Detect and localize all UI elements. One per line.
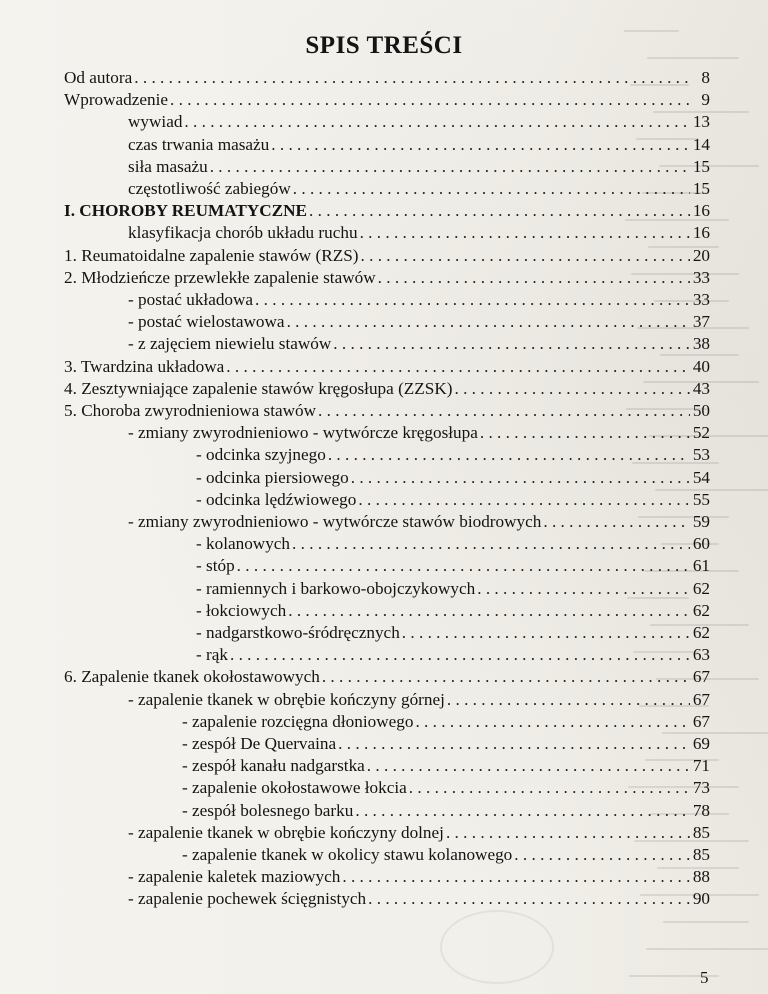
dot-leader (237, 555, 690, 577)
toc-entry (128, 156, 710, 178)
page-number: 5 (700, 968, 709, 987)
ghost-line (646, 948, 768, 950)
dot-leader (355, 800, 690, 822)
toc-entry-page: 15 (692, 179, 710, 198)
dot-leader (358, 489, 690, 511)
toc-entry-page: 60 (692, 534, 710, 554)
toc-entry (128, 866, 710, 888)
toc-entry-title: - ramiennych i barkowo-obojczykowych (196, 578, 476, 598)
toc-entry-page: 43 (692, 378, 710, 398)
toc-entry (182, 711, 710, 733)
toc-entry-title: 3. Twardzina układowa (64, 356, 225, 376)
dot-leader (402, 622, 690, 644)
toc-entry (128, 689, 710, 711)
dot-leader (322, 666, 690, 688)
toc-entry (196, 533, 710, 555)
toc-entry-title: klasyfikacja chorób układu ruchu (128, 223, 358, 243)
toc-entry-title: - postać wielostawowa (128, 312, 285, 332)
toc-entry (128, 422, 710, 444)
dot-leader (309, 200, 690, 222)
toc-entry (128, 311, 710, 333)
toc-entry-page: 37 (692, 312, 710, 332)
toc-entry (128, 111, 710, 133)
toc-entry-page: 90 (692, 889, 710, 909)
toc-entry-title: wywiad (128, 112, 183, 132)
dot-leader (271, 134, 690, 156)
toc-entry (128, 333, 710, 355)
dot-leader (378, 267, 690, 289)
toc-entry-title: - odcinka szyjnego (196, 445, 326, 465)
toc-entry (64, 89, 710, 111)
toc-entry (64, 67, 710, 89)
dot-leader (226, 356, 690, 378)
dot-leader (447, 689, 690, 711)
toc-entry-page: 63 (692, 645, 710, 665)
toc-entry-page: 61 (692, 556, 710, 576)
toc-entry-page: 33 (692, 267, 710, 287)
toc-entry-title: - zapalenie rozcięgna dłoniowego (182, 711, 414, 731)
toc-entry-title: - zespół De Quervaina (182, 734, 337, 753)
toc-entry (196, 444, 710, 466)
toc-entry-page: 15 (692, 156, 710, 176)
dot-leader (328, 444, 690, 466)
toc-entry-page: 62 (692, 578, 710, 598)
dot-leader (514, 844, 690, 866)
dot-leader (409, 777, 690, 799)
dot-leader (415, 711, 690, 733)
toc-entry-page: 33 (692, 290, 710, 309)
toc-entry-page: 59 (692, 512, 710, 531)
toc-entry-title: - rąk (196, 645, 228, 665)
toc-entry-page: 88 (692, 867, 710, 887)
toc-entry-title: - postać układowa (128, 290, 254, 309)
toc-entry-title: - zapalenie tkanek w okolicy stawu kolanowego (182, 845, 513, 864)
toc-entry-page: 62 (692, 600, 710, 620)
toc-entry-title: - zapalenie tkanek w obrębie kończyny dolnej (128, 822, 444, 842)
toc-entry-page: 67 (692, 667, 710, 687)
toc-entry-title: - odcinka lędźwiowego (196, 489, 357, 509)
toc-entry (182, 755, 710, 777)
dot-leader (480, 422, 690, 444)
dot-leader (255, 289, 690, 311)
toc-entry (64, 666, 710, 688)
toc-entry-page: 8 (701, 68, 710, 87)
dot-leader (446, 822, 690, 844)
toc-entry (196, 489, 710, 511)
dot-leader (477, 578, 690, 600)
toc-entry (128, 888, 710, 910)
toc-entry (64, 356, 710, 378)
toc-entry (64, 200, 710, 222)
toc-entry-page: 20 (692, 245, 710, 265)
toc-entry (182, 800, 710, 822)
toc-entry-page: 40 (692, 356, 710, 376)
toc-entry-title: - zapalenie pochewek ścięgnistych (128, 889, 367, 909)
toc-entry (196, 578, 710, 600)
dot-leader (230, 644, 690, 666)
toc-entry (64, 245, 710, 267)
toc-entry (196, 467, 710, 489)
toc-entry-page: 54 (692, 467, 710, 487)
toc-entry-page: 38 (692, 334, 710, 354)
toc-entry-page: 71 (692, 756, 710, 776)
toc-entry (128, 222, 710, 244)
toc-entry-page: 55 (692, 489, 710, 509)
toc-entry-title: czas trwania masażu (128, 134, 270, 154)
faint-stamp (440, 910, 554, 984)
dot-leader (360, 222, 690, 244)
toc-entry-page: 16 (692, 223, 710, 243)
dot-leader (361, 245, 691, 267)
dot-leader (134, 67, 690, 89)
dot-leader (454, 378, 690, 400)
toc-entry-page: 16 (692, 201, 710, 221)
dot-leader (333, 333, 690, 355)
toc-entry (128, 511, 710, 533)
dot-leader (287, 311, 690, 333)
toc-entry-page: 69 (692, 734, 710, 753)
toc-entry-title: Od autora (64, 68, 133, 87)
toc-entry-title: - nadgarstkowo-śródręcznych (196, 623, 400, 642)
dot-leader (292, 533, 690, 555)
toc-entry (196, 600, 710, 622)
toc-entry (182, 777, 710, 799)
toc-entry (128, 289, 710, 311)
toc-entry (182, 733, 710, 755)
toc-entry (64, 267, 710, 289)
toc-entry-title: - zapalenie kaletek maziowych (128, 867, 341, 887)
dot-leader (170, 89, 690, 111)
toc-entry-page: 85 (692, 845, 710, 864)
toc-entry-title: - łokciowych (196, 600, 287, 620)
toc-entry-title: siła masażu (128, 156, 208, 176)
dot-leader (338, 733, 690, 755)
toc-entry (182, 844, 710, 866)
toc-entry-page: 67 (692, 689, 710, 709)
toc-entry-title: 2. Młodzieńcze przewlekłe zapalenie stawów (64, 267, 376, 287)
toc-entry (128, 822, 710, 844)
toc-entry-title: - zmiany zwyrodnieniowo - wytwórcze kręgosłupa (128, 423, 478, 443)
dot-leader (367, 755, 690, 777)
toc-entry-title: I. CHOROBY REUMATYCZNE (64, 201, 308, 221)
dot-leader (543, 511, 690, 533)
toc-entry-title: - stóp (196, 556, 235, 576)
toc-entry-title: - zapalenie tkanek w obrębie kończyny górnej (128, 689, 445, 709)
dot-leader (184, 111, 690, 133)
toc-entry-page: 52 (692, 423, 710, 443)
toc-entry-title: Wprowadzenie (64, 90, 169, 110)
toc-entry-title: 5. Choroba zwyrodnieniowa stawów (64, 401, 317, 420)
dot-leader (351, 467, 690, 489)
dot-leader (342, 866, 690, 888)
toc-entry (128, 178, 710, 200)
toc-entry (196, 644, 710, 666)
toc-entry-page: 78 (692, 800, 710, 820)
toc-entry (64, 378, 710, 400)
toc-entry (196, 555, 710, 577)
toc-entry-title: - zespół bolesnego barku (182, 800, 354, 820)
toc-entry-page: 14 (692, 134, 710, 154)
toc-entry-page: 62 (692, 623, 710, 642)
toc-entry (196, 622, 710, 644)
toc-entry (64, 400, 710, 422)
toc-entry-page: 9 (701, 90, 710, 110)
dot-leader (288, 600, 690, 622)
toc-entry-title: 6. Zapalenie tkanek okołostawowych (64, 667, 320, 687)
toc-entry-title: - kolanowych (196, 534, 291, 554)
toc-entry-title: - zmiany zwyrodnieniowo - wytwórcze stawów biodrowych (128, 512, 542, 531)
toc-entry-page: 73 (692, 778, 710, 798)
toc-entry-page: 53 (692, 445, 710, 465)
dot-leader (210, 156, 690, 178)
toc-entry-page: 13 (692, 112, 710, 132)
toc-entry-title: - zespół kanału nadgarstka (182, 756, 365, 776)
dot-leader (293, 178, 690, 200)
toc-entry (128, 134, 710, 156)
toc-entry-page: 50 (692, 401, 710, 420)
toc-entry-page: 67 (692, 711, 710, 731)
toc-entry-title: - z zajęciem niewielu stawów (128, 334, 332, 354)
toc-entry-title: częstotliwość zabiegów (128, 179, 291, 198)
dot-leader (368, 888, 690, 910)
page-title: SPIS TREŚCI (305, 32, 463, 59)
toc-entry-title: 1. Reumatoidalne zapalenie stawów (RZS) (64, 245, 359, 265)
toc-entry-page: 85 (692, 822, 710, 842)
ghost-line (663, 921, 749, 923)
toc-entry-title: - zapalenie okołostawowe łokcia (182, 778, 407, 798)
dot-leader (318, 400, 690, 422)
toc-entry-title: - odcinka piersiowego (196, 467, 349, 487)
toc-entry-title: 4. Zesztywniające zapalenie stawów kręgosłupa (ZZSK) (64, 378, 453, 398)
